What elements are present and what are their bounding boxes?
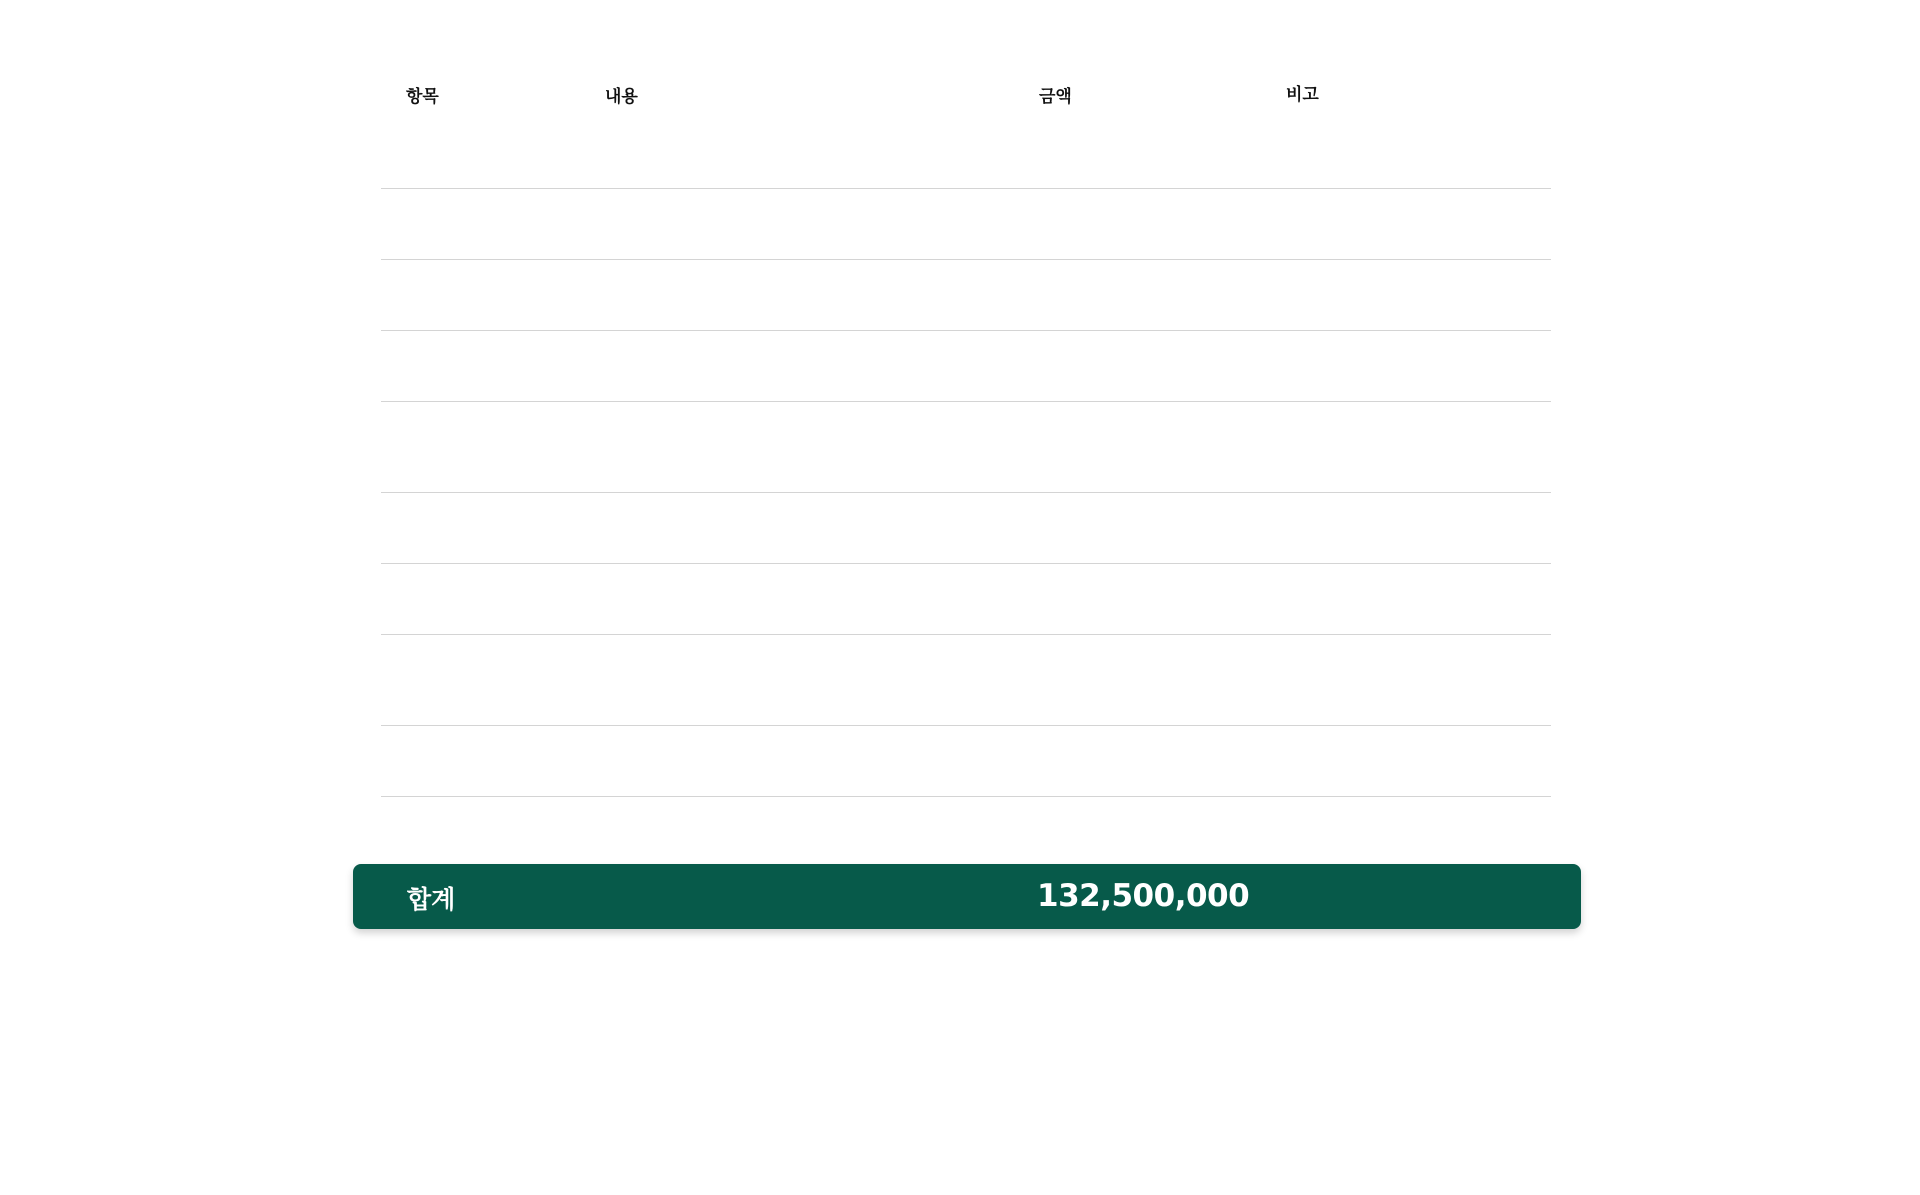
column-header-note: 비고 bbox=[1286, 85, 1319, 105]
column-header-amount: 금액 bbox=[1039, 87, 1072, 107]
table-row[interactable] bbox=[381, 189, 1551, 260]
table-row[interactable] bbox=[381, 635, 1551, 726]
total-label: 합계 bbox=[407, 885, 456, 914]
table-row[interactable] bbox=[381, 493, 1551, 564]
column-header-item: 항목 bbox=[406, 87, 439, 107]
table-row[interactable] bbox=[381, 402, 1551, 493]
table-row[interactable] bbox=[381, 260, 1551, 331]
table-row[interactable] bbox=[381, 726, 1551, 797]
table-row[interactable] bbox=[381, 331, 1551, 402]
table-row[interactable] bbox=[381, 564, 1551, 635]
table-header bbox=[381, 60, 1551, 189]
column-header-content: 내용 bbox=[605, 87, 638, 107]
total-summary-bar bbox=[353, 864, 1581, 929]
budget-table bbox=[381, 60, 1551, 797]
total-amount: 132,500,000 bbox=[1037, 878, 1250, 914]
